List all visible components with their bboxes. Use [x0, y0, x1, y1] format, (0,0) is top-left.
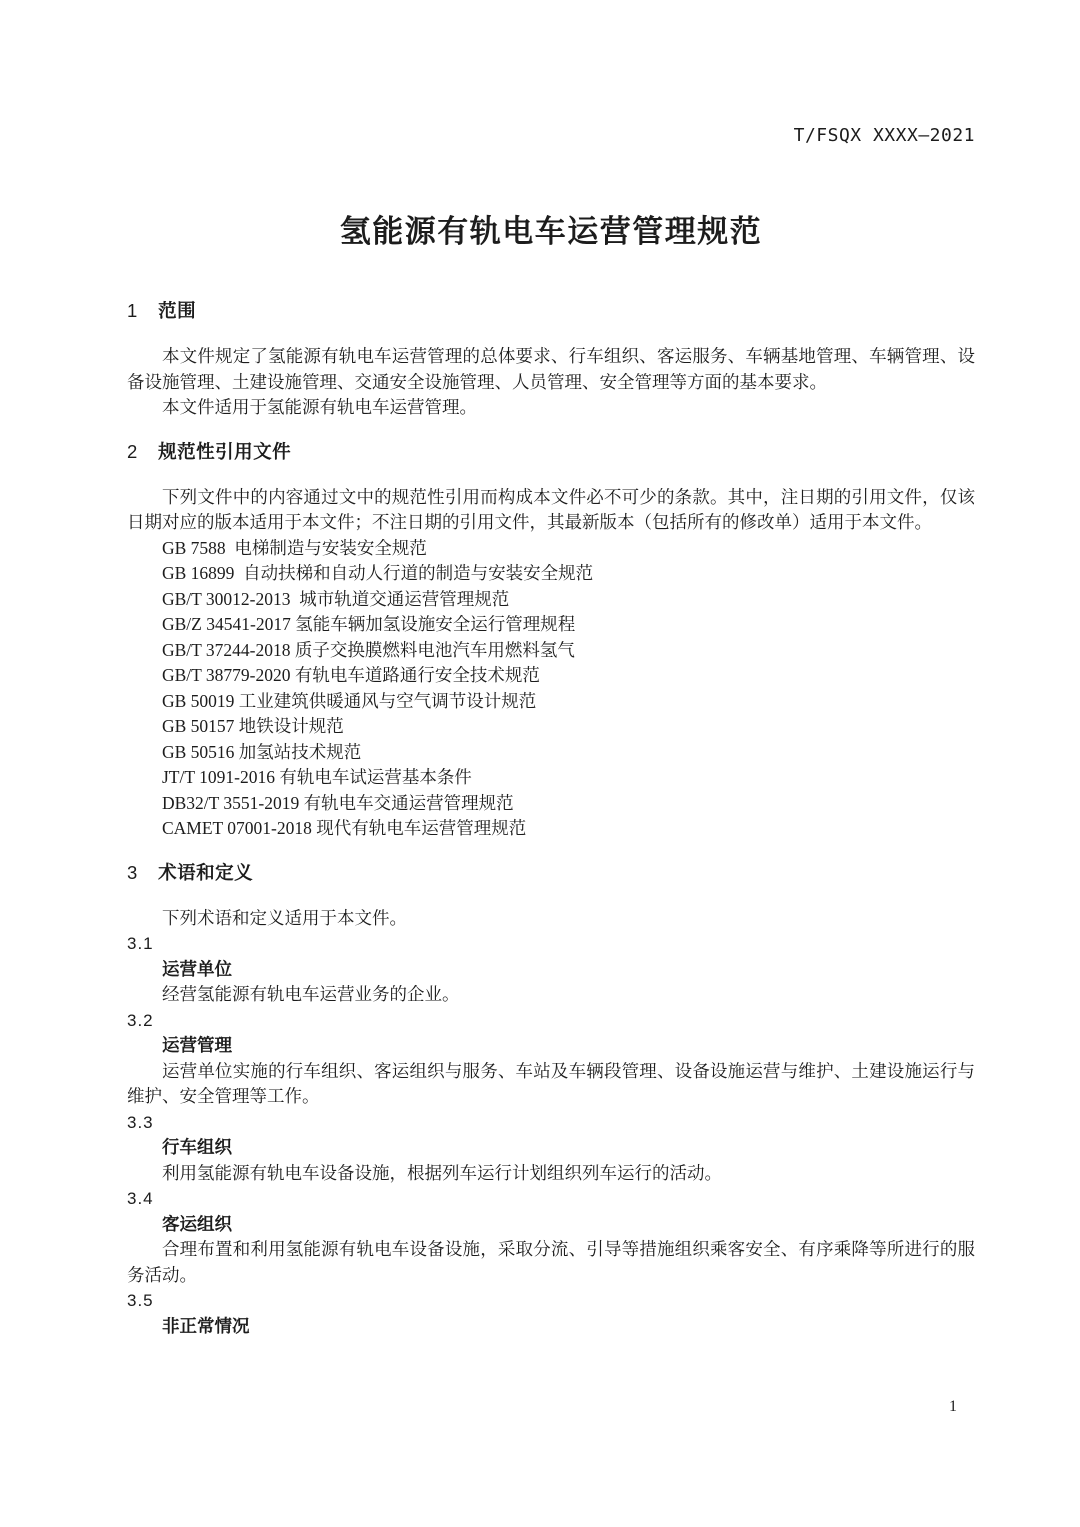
term-number: 3.2	[127, 1010, 154, 1030]
section-3-number: 3	[127, 861, 138, 883]
reference-item: JT/T 1091-2016 有轨电车试运营基本条件	[162, 767, 472, 787]
terms-intro: 下列术语和定义适用于本文件。	[162, 907, 407, 928]
reference-item: GB/T 37244-2018 质子交换膜燃料电池汽车用燃料氢气	[162, 639, 575, 660]
reference-item: DB32/T 3551-2019 有轨电车交通运营管理规范	[162, 792, 514, 813]
term-name: 行车组织	[162, 1137, 232, 1157]
term-number: 3.3	[127, 1112, 154, 1132]
section-1-title: 范围	[158, 300, 197, 321]
term-definition: 合理布置和利用氢能源有轨电车设备设施，采取分流、引导等措施组织乘客安全、有序乘降等所进行的服务活动。	[127, 1239, 975, 1285]
reference-item: GB 50516 加氢站技术规范	[162, 741, 362, 762]
reference-item: GB/Z 34541-2017 氢能车辆加氢设施安全运行管理规程	[162, 614, 576, 634]
term-number: 3.4	[127, 1189, 154, 1208]
reference-item: CAMET 07001-2018 现代有轨电车运营管理规范	[162, 818, 527, 838]
scope-paragraph-1: 本文件规定了氢能源有轨电车运营管理的总体要求、行车组织、客运服务、车辆基地管理、车辆管理、设备设施管理、土建设施管理、交通安全设施管理、人员管理、安全管理等方面的基本要求。	[127, 346, 975, 392]
references-intro: 下列文件中的内容通过文中的规范性引用而构成本文件必不可少的条款。其中，注日期的引用文件，仅该日期对应的版本适用于本文件；不注日期的引用文件，其最新版本（包括所有的修改单）适用于本文件。	[127, 486, 975, 532]
reference-item: GB/T 30012-2013 城市轨道交通运营管理规范	[162, 588, 510, 609]
term-name: 非正常情况	[162, 1315, 250, 1336]
document-title: 氢能源有轨电车运营管理规范	[339, 214, 763, 249]
section-3-title: 术语和定义	[158, 861, 254, 883]
term-number: 3.1	[127, 934, 154, 953]
section-2-heading	[127, 439, 975, 465]
scope-paragraph-2: 本文件适用于氢能源有轨电车运营管理。	[162, 397, 477, 417]
term-3-3	[127, 1110, 975, 1187]
term-3-5	[127, 1288, 975, 1339]
reference-item: GB 50019 工业建筑供暖通风与空气调节设计规范	[162, 690, 537, 711]
normative-references-list	[127, 536, 975, 842]
section-1-heading	[127, 298, 975, 324]
term-name: 运营管理	[162, 1035, 232, 1055]
term-3-2	[127, 1008, 975, 1110]
section-2-title: 规范性引用文件	[158, 440, 292, 462]
section-2-number: 2	[127, 440, 138, 462]
section-1-number: 1	[127, 300, 138, 321]
term-name: 客运组织	[162, 1213, 232, 1234]
term-definition: 运营单位实施的行车组织、客运组织与服务、车站及车辆段管理、设备设施运营与维护、土建设施运行与维护、安全管理等工作。	[127, 1060, 975, 1106]
term-3-4	[127, 1186, 975, 1288]
term-name: 运营单位	[162, 958, 232, 979]
reference-item: GB 50157 地铁设计规范	[162, 716, 344, 736]
term-number: 3.5	[127, 1291, 154, 1310]
term-definition: 利用氢能源有轨电车设备设施，根据列车运行计划组织列车运行的活动。	[162, 1162, 722, 1183]
section-3-heading	[127, 860, 975, 886]
reference-item: GB/T 38779-2020 有轨电车道路通行安全技术规范	[162, 665, 540, 685]
reference-item: GB 16899 自动扶梯和自动人行道的制造与安装安全规范	[162, 563, 594, 583]
reference-item: GB 7588 电梯制造与安装安全规范	[162, 537, 427, 558]
page-number: 1	[949, 1398, 957, 1415]
document-code: T/FSQX XXXX—2021	[793, 125, 975, 146]
term-3-1	[127, 931, 975, 1008]
term-definition: 经营氢能源有轨电车运营业务的企业。	[162, 984, 460, 1004]
